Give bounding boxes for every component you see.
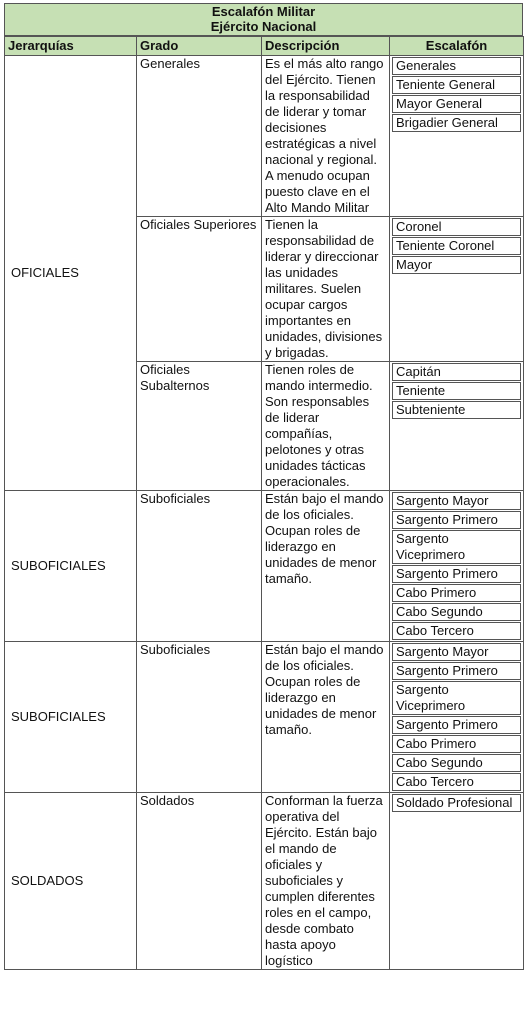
- grado-cell: Soldados: [137, 793, 262, 970]
- escalafon-cell: [390, 491, 524, 642]
- escalafon-cell: [390, 793, 524, 970]
- escalafon-item: Cabo Primero: [392, 735, 521, 753]
- escalafon-item: Sargento Mayor: [392, 492, 521, 510]
- escalafon-item: Sargento Viceprimero: [392, 530, 521, 564]
- escalafon-document: [4, 3, 523, 970]
- descripcion-cell: Tienen la responsabilidad de liderar y direccionar las unidades militares. Suelen ocupar cargos importantes en unidades, divisiones y brigadas.: [262, 217, 390, 362]
- descripcion-cell: Tienen roles de mando intermedio. Son responsables de liderar compañías, pelotones y otras unidades tácticas operacionales.: [262, 362, 390, 491]
- escalafon-cell: [390, 642, 524, 793]
- grado-cell: Suboficiales: [137, 642, 262, 793]
- escalafon-item: Sargento Primero: [392, 662, 521, 680]
- escalafon-item: Cabo Primero: [392, 584, 521, 602]
- escalafon-item: Teniente Coronel: [392, 237, 521, 255]
- escalafon-item: Subteniente: [392, 401, 521, 419]
- escalafon-item: Sargento Primero: [392, 716, 521, 734]
- escalafon-item: Sargento Mayor: [392, 643, 521, 661]
- escalafon-item: Mayor General: [392, 95, 521, 113]
- grado-cell: Suboficiales: [137, 491, 262, 642]
- table-row: [5, 56, 524, 217]
- escalafon-cell: [390, 56, 524, 217]
- table-row: [5, 491, 524, 642]
- descripcion-cell: Están bajo el mando de los oficiales. Ocupan roles de liderazgo en unidades de menor tamaño.: [262, 491, 390, 642]
- col-header-descripcion: Descripción: [262, 37, 390, 56]
- escalafon-item: Teniente General: [392, 76, 521, 94]
- table-row: [5, 642, 524, 793]
- escalafon-item: Mayor: [392, 256, 521, 274]
- jerarquia-cell: SOLDADOS: [5, 793, 137, 970]
- table-body: [5, 56, 524, 970]
- escalafon-cell: [390, 217, 524, 362]
- escalafon-item: Cabo Segundo: [392, 754, 521, 772]
- escalafon-item: Coronel: [392, 218, 521, 236]
- escalafon-item: Capitán: [392, 363, 521, 381]
- header-row: [5, 37, 524, 56]
- col-header-jerarquias: Jerarquías: [5, 37, 137, 56]
- escalafon-item: Generales: [392, 57, 521, 75]
- descripcion-cell: Están bajo el mando de los oficiales. Ocupan roles de liderazgo en unidades de menor tamaño.: [262, 642, 390, 793]
- escalafon-item: Sargento Primero: [392, 565, 521, 583]
- escalafon-item: Soldado Profesional: [392, 794, 521, 812]
- descripcion-cell: Es el más alto rango del Ejército. Tienen la responsabilidad de liderar y tomar decisiones estratégicas a nivel nacional y regional. A menudo ocupan puesto clave en el Alto Mando Militar: [262, 56, 390, 217]
- jerarquia-cell: SUBOFICIALES: [5, 491, 137, 642]
- escalafon-item: Teniente: [392, 382, 521, 400]
- jerarquia-cell: OFICIALES: [5, 56, 137, 491]
- escalafon-item: Brigadier General: [392, 114, 521, 132]
- title-line-2: Ejército Nacional: [210, 19, 317, 34]
- escalafon-item: Sargento Primero: [392, 511, 521, 529]
- descripcion-cell: Conforman la fuerza operativa del Ejército. Están bajo el mando de oficiales y suboficiales y cumplen diferentes roles en el campo, desde combato hasta apoyo logístico: [262, 793, 390, 970]
- jerarquia-cell: SUBOFICIALES: [5, 642, 137, 793]
- col-header-grado: Grado: [137, 37, 262, 56]
- rank-table: [4, 36, 524, 970]
- escalafon-cell: [390, 362, 524, 491]
- col-header-escalafon: Escalafón: [390, 37, 524, 56]
- escalafon-item: Cabo Segundo: [392, 603, 521, 621]
- escalafon-item: Cabo Tercero: [392, 773, 521, 791]
- title-line-1: Escalafón Militar: [211, 4, 316, 19]
- escalafon-item: Sargento Viceprimero: [392, 681, 521, 715]
- table-title: [4, 3, 523, 36]
- escalafon-item: Cabo Tercero: [392, 622, 521, 640]
- table-row: [5, 793, 524, 970]
- grado-cell: Oficiales Superiores: [137, 217, 262, 362]
- grado-cell: Generales: [137, 56, 262, 217]
- grado-cell: Oficiales Subalternos: [137, 362, 262, 491]
